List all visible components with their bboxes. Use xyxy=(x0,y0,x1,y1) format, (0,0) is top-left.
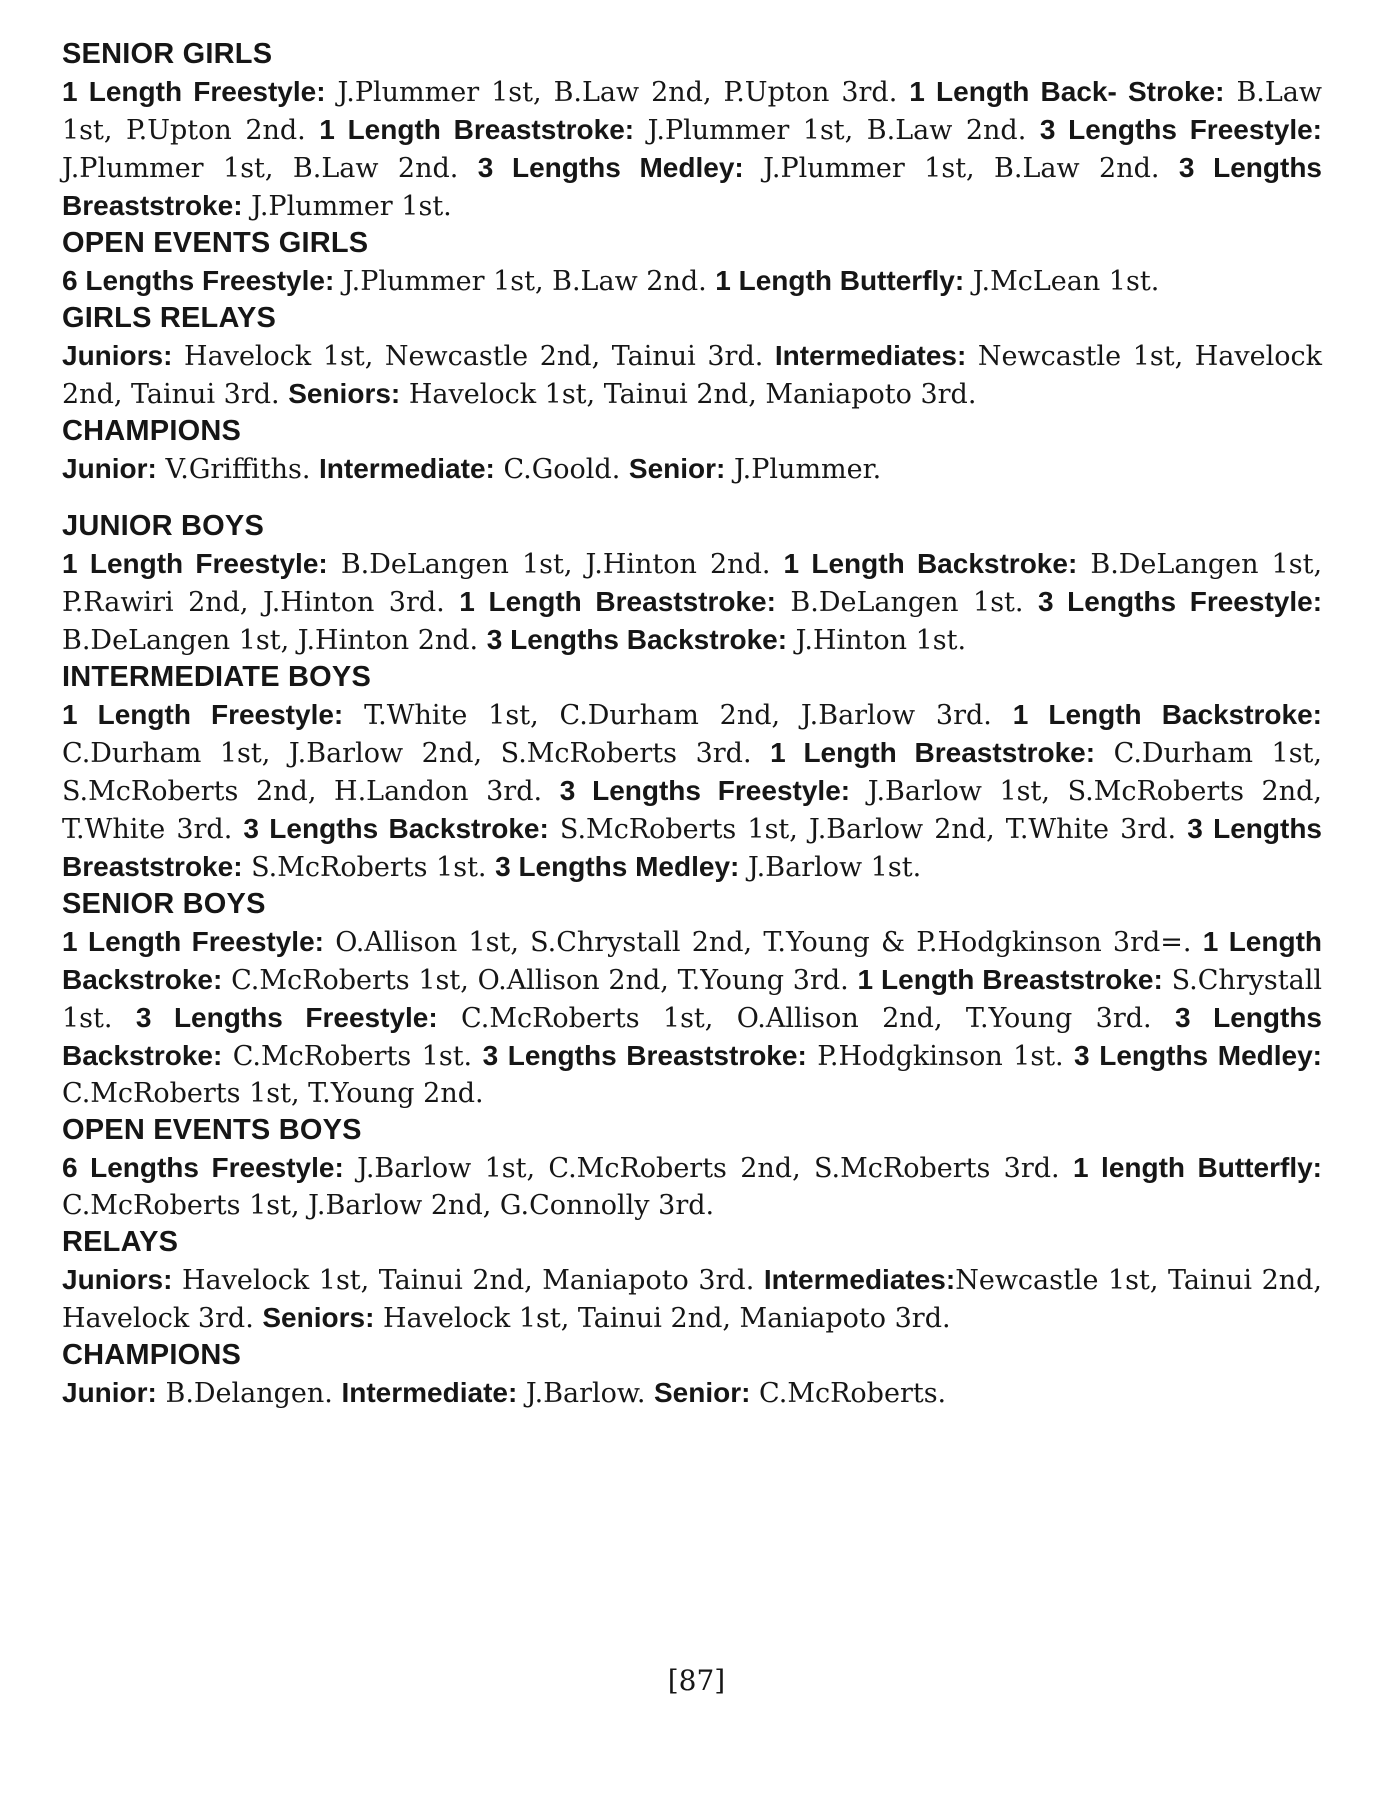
event-results: B.DeLangen 1st, J.Hinton 2nd. xyxy=(62,587,1331,656)
event-label: Seniors: xyxy=(262,1302,375,1333)
event-label: Senior: xyxy=(628,453,726,484)
event-label: Junior: xyxy=(62,1377,157,1408)
event-results: C.McRoberts 1st, T.Young 2nd. xyxy=(62,1041,1331,1109)
event-results: J.Barlow 1st, S.McRoberts 2nd, T.White 3rd. xyxy=(62,776,1331,845)
event-label: 3 Lengths Backstroke: xyxy=(486,624,788,655)
results-section xyxy=(62,1337,1322,1412)
event-label: 1 Length Butterfly: xyxy=(715,265,965,296)
results-paragraph xyxy=(62,73,1331,225)
results-paragraph xyxy=(62,1149,1331,1224)
section-heading: JUNIOR BOYS xyxy=(62,510,265,542)
section-heading: SENIOR BOYS xyxy=(62,888,266,920)
event-results: J.Hinton 1st. xyxy=(787,625,967,656)
event-label: 3 Lengths Breaststroke: xyxy=(62,152,1323,221)
event-results: C.Durham 1st, S.McRoberts 2nd, H.Landon 3rd. xyxy=(62,738,1331,807)
event-results: C.McRoberts 1st, O.Allison 2nd, T.Young 3rd. xyxy=(437,1003,1175,1034)
event-label: 3 Lengths Breaststroke: xyxy=(62,813,1322,882)
event-results: B.DeLangen 1st, J.Hinton 2nd. xyxy=(327,549,784,580)
event-label: 3 Lengths Backstroke: xyxy=(62,1002,1322,1071)
results-section xyxy=(62,659,1331,886)
event-results: B.Delangen. xyxy=(156,1378,342,1409)
event-label: 1 Length Back- Stroke: xyxy=(909,76,1225,107)
event-label: 3 Lengths Medley: xyxy=(495,851,740,882)
event-label: Senior: xyxy=(654,1377,751,1408)
event-results: J.Barlow 1st, C.McRoberts 2nd, S.McRoberts 3rd. xyxy=(343,1153,1073,1184)
event-label: 1 Length Backstroke: xyxy=(62,926,1323,995)
results-paragraph xyxy=(62,450,1322,488)
event-label: 1 length Butterfly: xyxy=(1072,1152,1323,1183)
event-label: 1 Length Backstroke: xyxy=(783,548,1078,579)
section-heading: OPEN EVENTS GIRLS xyxy=(62,227,369,259)
results-paragraph xyxy=(62,337,1331,413)
section-heading: CHAMPIONS xyxy=(62,415,242,447)
section-heading: SENIOR GIRLS xyxy=(62,38,273,70)
event-results: C.McRoberts 1st. xyxy=(222,1041,483,1072)
event-label: 1 Length Freestyle: xyxy=(62,548,328,579)
event-results: J.Barlow 1st. xyxy=(739,852,922,883)
section-heading: RELAYS xyxy=(62,1226,179,1258)
event-label: 1 Length Freestyle: xyxy=(62,699,344,730)
event-results: S.Chrystall 1st. xyxy=(62,965,1331,1034)
event-results: V.Griffiths. xyxy=(156,454,320,485)
event-results: Havelock 1st, Newcastle 2nd, Tainui 3rd. xyxy=(172,341,775,372)
event-results: C.Durham 1st, J.Barlow 2nd, S.McRoberts 3rd. xyxy=(62,700,1331,769)
event-label: 3 Lengths Freestyle: xyxy=(135,1002,438,1033)
event-results: J.Plummer. xyxy=(725,454,882,485)
event-label: Intermediates: xyxy=(774,340,967,371)
results-paragraph xyxy=(62,696,1331,886)
event-label: 3 Lengths Medley: xyxy=(1074,1040,1322,1071)
event-label: Intermediates: xyxy=(763,1264,956,1295)
event-results: B.DeLangen 1st, P.Rawiri 2nd, J.Hinton 3rd. xyxy=(62,549,1331,618)
event-results: Newcastle 1st, Havelock 2nd, Tainui 3rd. xyxy=(62,341,1331,410)
results-section xyxy=(62,1112,1331,1224)
event-label: 3 Lengths Breaststroke: xyxy=(482,1040,807,1071)
event-label: 3 Lengths Freestyle: xyxy=(559,775,851,806)
event-label: Junior: xyxy=(62,453,157,484)
results-section xyxy=(62,36,1331,225)
event-results: C.McRoberts 1st, O.Allison 2nd, T.Young 3rd. xyxy=(222,965,858,996)
event-label: 6 Lengths Freestyle: xyxy=(62,1152,344,1183)
event-results: Havelock 1st, Tainui 2nd, Maniapoto 3rd. xyxy=(400,379,977,410)
event-label: Juniors: xyxy=(62,340,173,371)
event-label: 6 Lengths Freestyle: xyxy=(62,265,335,296)
event-label: 1 Length Backstroke: xyxy=(1012,699,1323,730)
event-label: 3 Lengths Medley: xyxy=(477,152,744,183)
event-results: J.Plummer 1st. xyxy=(242,191,452,222)
event-results: O.Allison 1st, S.Chrystall 2nd, T.Young & P.Hodgkinson 3rd=. xyxy=(323,927,1203,958)
event-label: 1 Length Freestyle: xyxy=(62,76,326,107)
results-paragraph xyxy=(62,923,1331,1112)
results-paragraph xyxy=(62,545,1331,659)
event-label: 1 Length Breaststroke: xyxy=(770,737,1096,768)
results-page xyxy=(62,36,1331,1412)
results-section xyxy=(62,225,1322,300)
results-section xyxy=(62,1224,1331,1337)
event-results: S.McRoberts 1st, J.Barlow 2nd, T.White 3rd. xyxy=(548,814,1188,845)
section-heading: GIRLS RELAYS xyxy=(62,302,277,334)
event-results: B.DeLangen 1st. xyxy=(775,587,1038,618)
results-paragraph xyxy=(62,1261,1331,1337)
section-heading: CHAMPIONS xyxy=(62,1339,242,1371)
page-number: [87] xyxy=(667,1664,726,1697)
results-paragraph xyxy=(62,262,1322,300)
event-label: 1 Length Breaststroke: xyxy=(857,964,1163,995)
event-label: 3 Lengths Freestyle: xyxy=(1037,586,1323,617)
event-label: 1 Length Breaststroke: xyxy=(319,114,635,145)
event-label: Intermediate: xyxy=(341,1377,518,1408)
event-results: Havelock 1st, Tainui 2nd, Maniapoto 3rd. xyxy=(374,1303,951,1334)
event-results: J.Barlow. xyxy=(517,1378,654,1409)
event-label: Seniors: xyxy=(288,378,401,409)
event-results: C.Goold. xyxy=(494,454,629,485)
event-results: Havelock 1st, Tainui 2nd, Maniapoto 3rd. xyxy=(172,1265,764,1296)
event-results: Newcastle 1st, Tainui 2nd, Havelock 3rd. xyxy=(62,1265,1331,1334)
section-heading: OPEN EVENTS BOYS xyxy=(62,1114,362,1146)
results-section xyxy=(62,508,1331,659)
event-results: C.McRoberts. xyxy=(750,1378,947,1409)
event-results: P.Hodgkinson 1st. xyxy=(806,1041,1075,1072)
event-label: 3 Lengths Backstroke: xyxy=(243,813,549,844)
event-results: J.Plummer 1st, B.Law 2nd. xyxy=(634,115,1040,146)
event-results: J.Plummer 1st, B.Law 2nd. xyxy=(334,266,716,297)
section-heading: INTERMEDIATE BOYS xyxy=(62,661,371,693)
event-results: B.Law 1st, P.Upton 2nd. xyxy=(62,77,1331,146)
results-section xyxy=(62,413,1322,488)
event-results: T.White 1st, C.Durham 2nd, J.Barlow 3rd. xyxy=(343,700,1013,731)
event-results: S.McRoberts 1st. xyxy=(242,852,496,883)
results-section xyxy=(62,886,1331,1112)
results-section xyxy=(62,300,1331,413)
event-label: Intermediate: xyxy=(319,453,495,484)
event-label: 1 Length Breaststroke: xyxy=(459,586,776,617)
event-results: J.Plummer 1st, B.Law 2nd. xyxy=(743,153,1179,184)
event-label: 3 Lengths Freestyle: xyxy=(1039,114,1322,145)
event-results: J.Plummer 1st, B.Law 2nd, P.Upton 3rd. xyxy=(325,77,910,108)
event-results: J.Plummer 1st, B.Law 2nd. xyxy=(62,115,1331,184)
event-results: C.McRoberts 1st, J.Barlow 2nd, G.Connolly 3rd. xyxy=(62,1153,1331,1221)
event-label: 1 Length Freestyle: xyxy=(62,926,324,957)
event-results: J.McLean 1st. xyxy=(964,266,1160,297)
event-label: Juniors: xyxy=(62,1264,173,1295)
results-paragraph xyxy=(62,1374,1322,1412)
